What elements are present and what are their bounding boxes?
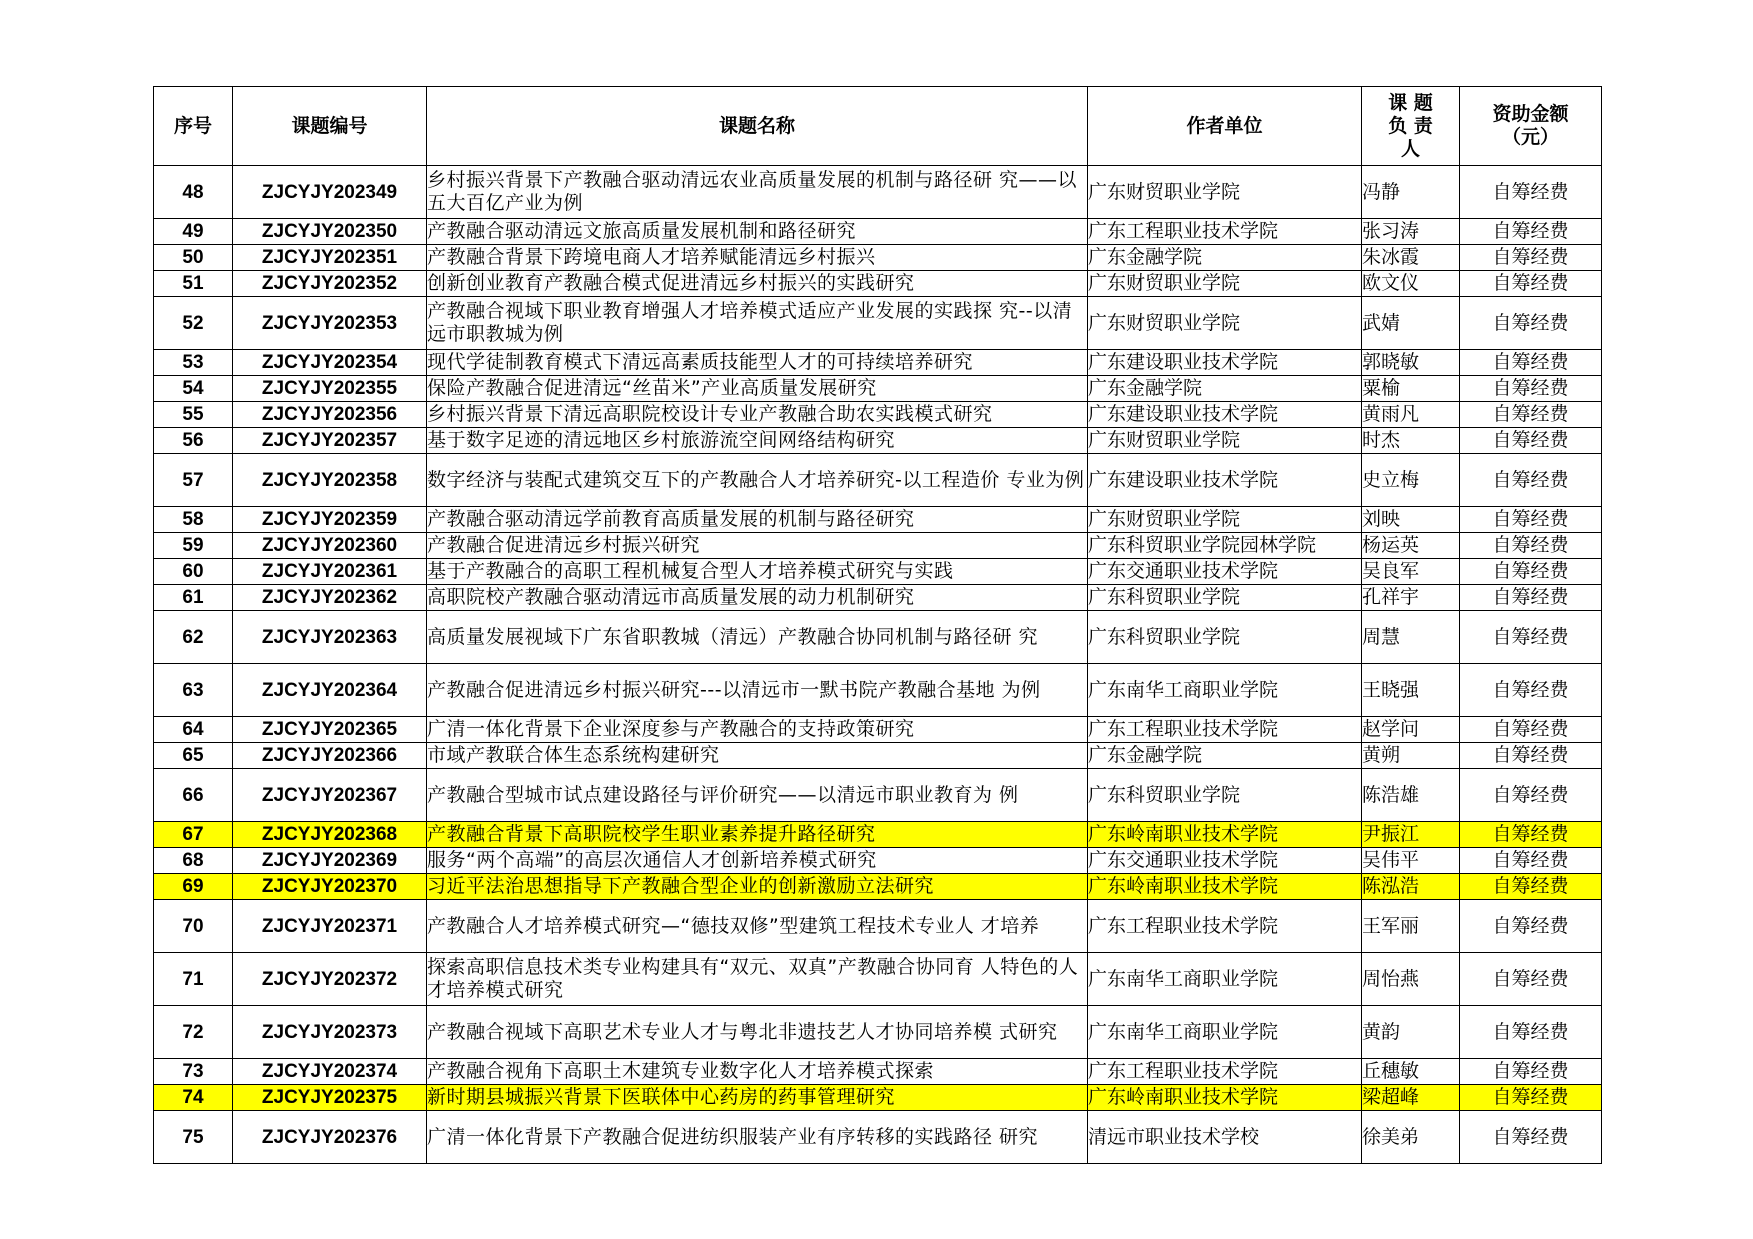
project-code: ZJCYJY202363 (233, 611, 427, 664)
project-code: ZJCYJY202370 (233, 874, 427, 900)
project-leader: 赵学问 (1362, 717, 1460, 743)
project-title: 产教融合驱动清远学前教育高质量发展的机制与路径研究 (427, 507, 1088, 533)
project-title: 产教融合背景下跨境电商人才培养赋能清远乡村振兴 (427, 245, 1088, 271)
funding-amount: 自筹经费 (1460, 166, 1602, 219)
author-unit: 广东建设职业技术学院 (1088, 350, 1362, 376)
funding-amount: 自筹经费 (1460, 1085, 1602, 1111)
author-unit: 广东金融学院 (1088, 245, 1362, 271)
author-unit: 广东交通职业技术学院 (1088, 559, 1362, 585)
table-row (154, 874, 1602, 900)
author-unit: 广东工程职业技术学院 (1088, 900, 1362, 953)
row-number: 72 (154, 1006, 233, 1059)
author-unit: 广东南华工商职业学院 (1088, 1006, 1362, 1059)
funding-amount: 自筹经费 (1460, 219, 1602, 245)
author-unit: 广东工程职业技术学院 (1088, 1059, 1362, 1085)
project-leader: 梁超峰 (1362, 1085, 1460, 1111)
project-title: 产教融合驱动清远文旅高质量发展机制和路径研究 (427, 219, 1088, 245)
row-number: 48 (154, 166, 233, 219)
funding-amount: 自筹经费 (1460, 848, 1602, 874)
funding-amount: 自筹经费 (1460, 717, 1602, 743)
project-title: 广清一体化背景下企业深度参与产教融合的支持政策研究 (427, 717, 1088, 743)
table-row (154, 376, 1602, 402)
row-number: 67 (154, 822, 233, 848)
project-title: 高职院校产教融合驱动清远市高质量发展的动力机制研究 (427, 585, 1088, 611)
project-leader: 粟榆 (1362, 376, 1460, 402)
project-title: 现代学徒制教育模式下清远高素质技能型人才的可持续培养研究 (427, 350, 1088, 376)
table-row (154, 953, 1602, 1006)
project-code: ZJCYJY202353 (233, 297, 427, 350)
author-unit: 广东岭南职业技术学院 (1088, 874, 1362, 900)
author-unit: 广东财贸职业学院 (1088, 297, 1362, 350)
project-title: 产教融合视域下高职艺术专业人才与粤北非遗技艺人才协同培养模 式研究 (427, 1006, 1088, 1059)
header-unit: 作者单位 (1088, 87, 1362, 166)
project-code: ZJCYJY202359 (233, 507, 427, 533)
project-leader: 史立梅 (1362, 454, 1460, 507)
author-unit: 广东岭南职业技术学院 (1088, 1085, 1362, 1111)
header-no: 序号 (154, 87, 233, 166)
project-title: 创新创业教育产教融合模式促进清远乡村振兴的实践研究 (427, 271, 1088, 297)
table-row (154, 559, 1602, 585)
project-title: 产教融合人才培养模式研究—“德技双修”型建筑工程技术专业人 才培养 (427, 900, 1088, 953)
author-unit: 广东建设职业技术学院 (1088, 454, 1362, 507)
row-number: 63 (154, 664, 233, 717)
author-unit: 广东工程职业技术学院 (1088, 717, 1362, 743)
row-number: 68 (154, 848, 233, 874)
row-number: 74 (154, 1085, 233, 1111)
project-title: 新时期县城振兴背景下医联体中心药房的药事管理研究 (427, 1085, 1088, 1111)
project-code: ZJCYJY202366 (233, 743, 427, 769)
row-number: 50 (154, 245, 233, 271)
project-code: ZJCYJY202373 (233, 1006, 427, 1059)
project-table (153, 86, 1602, 1164)
header-leader: 课 题 负 责 人 (1362, 87, 1460, 166)
project-title: 产教融合背景下高职院校学生职业素养提升路径研究 (427, 822, 1088, 848)
project-code: ZJCYJY202355 (233, 376, 427, 402)
project-title: 产教融合视角下高职土木建筑专业数字化人才培养模式探索 (427, 1059, 1088, 1085)
row-number: 73 (154, 1059, 233, 1085)
author-unit: 广东财贸职业学院 (1088, 166, 1362, 219)
project-leader: 武婧 (1362, 297, 1460, 350)
funding-amount: 自筹经费 (1460, 297, 1602, 350)
table-row (154, 769, 1602, 822)
project-title: 服务“两个高端”的高层次通信人才创新培养模式研究 (427, 848, 1088, 874)
author-unit: 广东工程职业技术学院 (1088, 219, 1362, 245)
project-leader: 孔祥宇 (1362, 585, 1460, 611)
project-code: ZJCYJY202365 (233, 717, 427, 743)
project-title: 高质量发展视域下广东省职教城（清远）产教融合协同机制与路径研 究 (427, 611, 1088, 664)
funding-amount: 自筹经费 (1460, 1059, 1602, 1085)
author-unit: 广东科贸职业学院 (1088, 611, 1362, 664)
project-title: 产教融合促进清远乡村振兴研究 (427, 533, 1088, 559)
table-header-row (154, 87, 1602, 166)
row-number: 55 (154, 402, 233, 428)
project-leader: 王晓强 (1362, 664, 1460, 717)
project-title: 产教融合型城市试点建设路径与评价研究——以清远市职业教育为 例 (427, 769, 1088, 822)
row-number: 51 (154, 271, 233, 297)
project-leader: 徐美弟 (1362, 1111, 1460, 1164)
project-leader: 周怡燕 (1362, 953, 1460, 1006)
project-code: ZJCYJY202358 (233, 454, 427, 507)
funding-amount: 自筹经费 (1460, 585, 1602, 611)
table-row (154, 166, 1602, 219)
project-code: ZJCYJY202350 (233, 219, 427, 245)
project-title: 产教融合促进清远乡村振兴研究---以清远市一默书院产教融合基地 为例 (427, 664, 1088, 717)
project-title: 基于数字足迹的清远地区乡村旅游流空间网络结构研究 (427, 428, 1088, 454)
project-code: ZJCYJY202372 (233, 953, 427, 1006)
project-leader: 吴良军 (1362, 559, 1460, 585)
table-row (154, 1111, 1602, 1164)
funding-amount: 自筹经费 (1460, 822, 1602, 848)
author-unit: 清远市职业技术学校 (1088, 1111, 1362, 1164)
funding-amount: 自筹经费 (1460, 271, 1602, 297)
table-row (154, 585, 1602, 611)
project-leader: 尹振江 (1362, 822, 1460, 848)
project-leader: 时杰 (1362, 428, 1460, 454)
project-leader: 黄朔 (1362, 743, 1460, 769)
project-leader: 黄韵 (1362, 1006, 1460, 1059)
funding-amount: 自筹经费 (1460, 1006, 1602, 1059)
project-code: ZJCYJY202352 (233, 271, 427, 297)
funding-amount: 自筹经费 (1460, 245, 1602, 271)
table-row (154, 848, 1602, 874)
row-number: 62 (154, 611, 233, 664)
author-unit: 广东金融学院 (1088, 376, 1362, 402)
table-row (154, 454, 1602, 507)
project-code: ZJCYJY202374 (233, 1059, 427, 1085)
project-leader: 杨运英 (1362, 533, 1460, 559)
project-code: ZJCYJY202367 (233, 769, 427, 822)
author-unit: 广东南华工商职业学院 (1088, 953, 1362, 1006)
funding-amount: 自筹经费 (1460, 874, 1602, 900)
project-leader: 郭晓敏 (1362, 350, 1460, 376)
project-leader: 张习涛 (1362, 219, 1460, 245)
funding-amount: 自筹经费 (1460, 376, 1602, 402)
project-leader: 刘映 (1362, 507, 1460, 533)
project-leader: 陈浩雄 (1362, 769, 1460, 822)
row-number: 60 (154, 559, 233, 585)
funding-amount: 自筹经费 (1460, 743, 1602, 769)
project-title: 数字经济与装配式建筑交互下的产教融合人才培养研究-以工程造价 专业为例 (427, 454, 1088, 507)
project-code: ZJCYJY202376 (233, 1111, 427, 1164)
project-leader: 吴伟平 (1362, 848, 1460, 874)
project-code: ZJCYJY202362 (233, 585, 427, 611)
project-title: 产教融合视域下职业教育增强人才培养模式适应产业发展的实践探 究--以清远市职教城为例 (427, 297, 1088, 350)
project-title: 习近平法治思想指导下产教融合型企业的创新激励立法研究 (427, 874, 1088, 900)
header-code: 课题编号 (233, 87, 427, 166)
author-unit: 广东科贸职业学院园林学院 (1088, 533, 1362, 559)
header-title: 课题名称 (427, 87, 1088, 166)
project-leader: 朱冰霞 (1362, 245, 1460, 271)
table-row (154, 900, 1602, 953)
table-row (154, 822, 1602, 848)
project-code: ZJCYJY202361 (233, 559, 427, 585)
author-unit: 广东岭南职业技术学院 (1088, 822, 1362, 848)
funding-amount: 自筹经费 (1460, 454, 1602, 507)
project-title: 探索高职信息技术类专业构建具有“双元、双真”产教融合协同育 人特色的人才培养模式研究 (427, 953, 1088, 1006)
project-code: ZJCYJY202351 (233, 245, 427, 271)
project-title: 乡村振兴背景下产教融合驱动清远农业高质量发展的机制与路径研 究——以五大百亿产业为例 (427, 166, 1088, 219)
row-number: 52 (154, 297, 233, 350)
project-code: ZJCYJY202357 (233, 428, 427, 454)
table-row (154, 245, 1602, 271)
author-unit: 广东财贸职业学院 (1088, 271, 1362, 297)
table-row (154, 219, 1602, 245)
author-unit: 广东财贸职业学院 (1088, 507, 1362, 533)
row-number: 49 (154, 219, 233, 245)
project-leader: 王军丽 (1362, 900, 1460, 953)
funding-amount: 自筹经费 (1460, 533, 1602, 559)
project-code: ZJCYJY202354 (233, 350, 427, 376)
project-leader: 欧文仪 (1362, 271, 1460, 297)
project-code: ZJCYJY202349 (233, 166, 427, 219)
project-leader: 陈泓浩 (1362, 874, 1460, 900)
funding-amount: 自筹经费 (1460, 507, 1602, 533)
author-unit: 广东科贸职业学院 (1088, 585, 1362, 611)
row-number: 66 (154, 769, 233, 822)
project-leader: 丘穗敏 (1362, 1059, 1460, 1085)
funding-amount: 自筹经费 (1460, 428, 1602, 454)
table-row (154, 664, 1602, 717)
funding-amount: 自筹经费 (1460, 900, 1602, 953)
project-leader: 冯静 (1362, 166, 1460, 219)
project-code: ZJCYJY202371 (233, 900, 427, 953)
project-title: 市域产教联合体生态系统构建研究 (427, 743, 1088, 769)
table-row (154, 1085, 1602, 1111)
table-row (154, 428, 1602, 454)
row-number: 69 (154, 874, 233, 900)
header-fund: 资助金额（元） (1460, 87, 1602, 166)
project-code: ZJCYJY202356 (233, 402, 427, 428)
project-code: ZJCYJY202360 (233, 533, 427, 559)
project-title: 保险产教融合促进清远“丝苗米”产业高质量发展研究 (427, 376, 1088, 402)
author-unit: 广东财贸职业学院 (1088, 428, 1362, 454)
row-number: 65 (154, 743, 233, 769)
row-number: 58 (154, 507, 233, 533)
project-code: ZJCYJY202375 (233, 1085, 427, 1111)
funding-amount: 自筹经费 (1460, 350, 1602, 376)
project-leader: 黄雨凡 (1362, 402, 1460, 428)
table-row (154, 1059, 1602, 1085)
project-code: ZJCYJY202368 (233, 822, 427, 848)
table-row (154, 1006, 1602, 1059)
table-row (154, 297, 1602, 350)
row-number: 70 (154, 900, 233, 953)
project-code: ZJCYJY202369 (233, 848, 427, 874)
project-title: 广清一体化背景下产教融合促进纺织服装产业有序转移的实践路径 研究 (427, 1111, 1088, 1164)
author-unit: 广东科贸职业学院 (1088, 769, 1362, 822)
project-leader: 周慧 (1362, 611, 1460, 664)
table-row (154, 611, 1602, 664)
table-body (154, 166, 1602, 1164)
row-number: 71 (154, 953, 233, 1006)
row-number: 75 (154, 1111, 233, 1164)
row-number: 56 (154, 428, 233, 454)
table-row (154, 271, 1602, 297)
author-unit: 广东金融学院 (1088, 743, 1362, 769)
funding-amount: 自筹经费 (1460, 769, 1602, 822)
row-number: 59 (154, 533, 233, 559)
author-unit: 广东建设职业技术学院 (1088, 402, 1362, 428)
funding-amount: 自筹经费 (1460, 611, 1602, 664)
funding-amount: 自筹经费 (1460, 402, 1602, 428)
row-number: 64 (154, 717, 233, 743)
row-number: 53 (154, 350, 233, 376)
funding-amount: 自筹经费 (1460, 953, 1602, 1006)
project-title: 基于产教融合的高职工程机械复合型人才培养模式研究与实践 (427, 559, 1088, 585)
table-row (154, 507, 1602, 533)
row-number: 61 (154, 585, 233, 611)
table-row (154, 717, 1602, 743)
project-code: ZJCYJY202364 (233, 664, 427, 717)
table-row (154, 402, 1602, 428)
table-row (154, 743, 1602, 769)
funding-amount: 自筹经费 (1460, 1111, 1602, 1164)
table-row (154, 533, 1602, 559)
row-number: 57 (154, 454, 233, 507)
funding-amount: 自筹经费 (1460, 559, 1602, 585)
row-number: 54 (154, 376, 233, 402)
author-unit: 广东交通职业技术学院 (1088, 848, 1362, 874)
project-title: 乡村振兴背景下清远高职院校设计专业产教融合助农实践模式研究 (427, 402, 1088, 428)
funding-amount: 自筹经费 (1460, 664, 1602, 717)
author-unit: 广东南华工商职业学院 (1088, 664, 1362, 717)
table-row (154, 350, 1602, 376)
